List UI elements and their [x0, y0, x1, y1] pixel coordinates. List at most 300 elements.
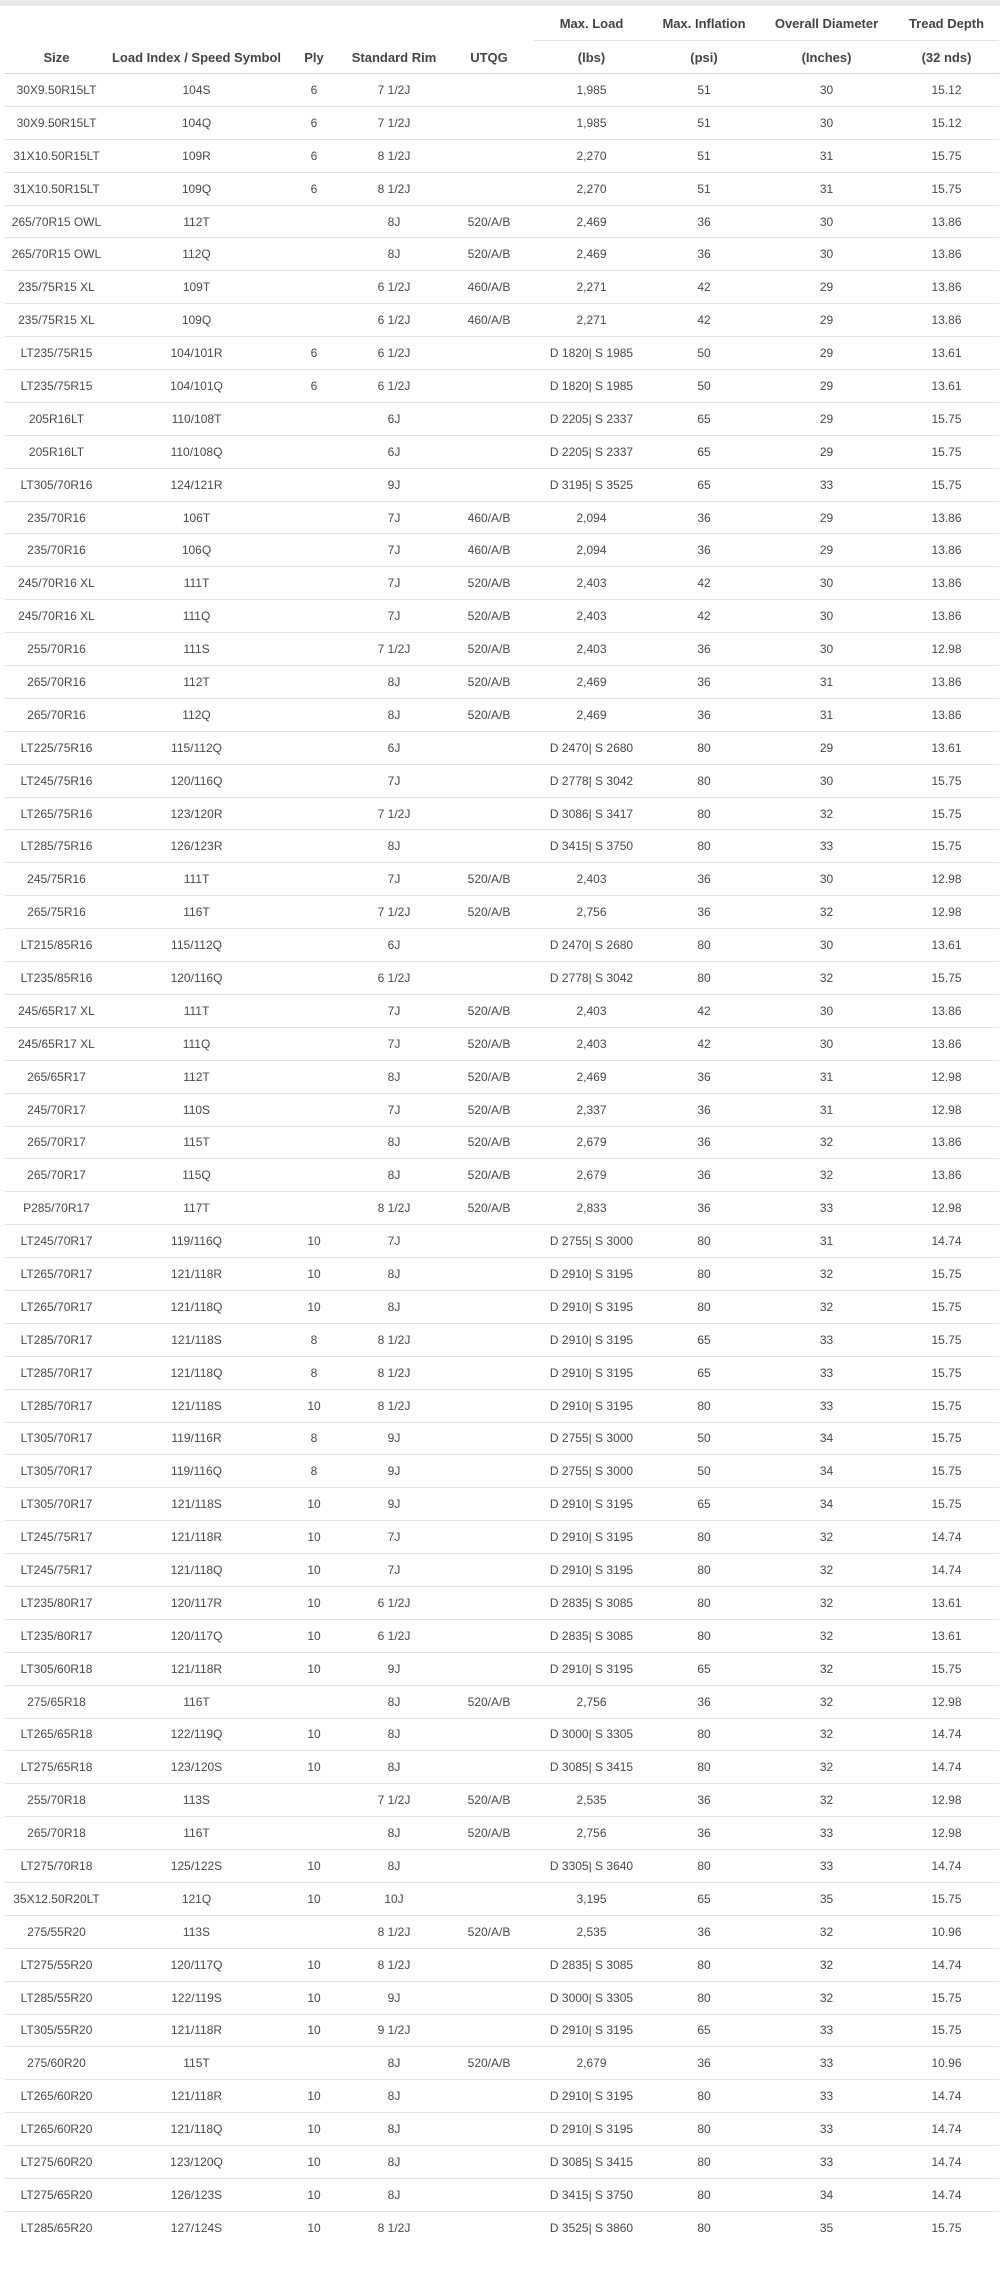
cell-utqg [444, 1718, 534, 1751]
cell-max-load: D 2910| S 3195 [534, 1488, 649, 1521]
cell-ply [284, 830, 344, 863]
cell-max-inflation: 36 [649, 2047, 759, 2080]
cell-tread-depth: 12.98 [894, 863, 999, 896]
cell-utqg [444, 1521, 534, 1554]
cell-utqg [444, 1488, 534, 1521]
cell-max-inflation: 80 [649, 1948, 759, 1981]
cell-utqg: 520/A/B [444, 1126, 534, 1159]
cell-max-load: 3,195 [534, 1882, 649, 1915]
cell-load-speed: 119/116Q [109, 1455, 284, 1488]
cell-load-speed: 121/118Q [109, 1356, 284, 1389]
cell-load-speed: 121/118R [109, 2014, 284, 2047]
cell-max-load: D 1820| S 1985 [534, 370, 649, 403]
cell-max-inflation: 80 [649, 1619, 759, 1652]
cell-load-speed: 109R [109, 139, 284, 172]
cell-max-load: D 2835| S 3085 [534, 1586, 649, 1619]
cell-overall-diameter: 33 [759, 2113, 894, 2146]
cell-standard-rim: 6 1/2J [344, 304, 444, 337]
cell-max-load: 2,679 [534, 1126, 649, 1159]
cell-tread-depth: 14.74 [894, 2146, 999, 2179]
cell-tread-depth: 13.86 [894, 238, 999, 271]
cell-ply [284, 698, 344, 731]
cell-utqg [444, 830, 534, 863]
header-overall-diameter-unit: (Inches) [759, 41, 894, 74]
cell-size: 255/70R16 [4, 633, 109, 666]
cell-size: LT215/85R16 [4, 929, 109, 962]
cell-ply: 6 [284, 74, 344, 107]
cell-load-speed: 121/118R [109, 1258, 284, 1291]
cell-size: 31X10.50R15LT [4, 172, 109, 205]
cell-utqg: 520/A/B [444, 1784, 534, 1817]
cell-max-inflation: 36 [649, 1093, 759, 1126]
cell-standard-rim: 8J [344, 698, 444, 731]
cell-load-speed: 121/118S [109, 1488, 284, 1521]
cell-max-load: D 2910| S 3195 [534, 1521, 649, 1554]
table-row [4, 666, 999, 699]
cell-ply: 8 [284, 1422, 344, 1455]
cell-overall-diameter: 34 [759, 2179, 894, 2212]
cell-size: LT285/75R16 [4, 830, 109, 863]
cell-standard-rim: 7 1/2J [344, 106, 444, 139]
cell-tread-depth: 15.75 [894, 139, 999, 172]
table-row [4, 1093, 999, 1126]
cell-standard-rim: 6J [344, 929, 444, 962]
cell-standard-rim: 8J [344, 1126, 444, 1159]
cell-overall-diameter: 30 [759, 74, 894, 107]
cell-standard-rim: 7J [344, 994, 444, 1027]
cell-load-speed: 115Q [109, 1159, 284, 1192]
cell-utqg [444, 2179, 534, 2212]
cell-max-inflation: 36 [649, 238, 759, 271]
cell-size: LT275/70R18 [4, 1850, 109, 1883]
cell-max-load: D 2205| S 2337 [534, 402, 649, 435]
cell-max-inflation: 80 [649, 2179, 759, 2212]
cell-max-load: 2,094 [534, 534, 649, 567]
header-tread-depth-unit: (32 nds) [894, 41, 999, 74]
cell-overall-diameter: 32 [759, 896, 894, 929]
cell-utqg [444, 106, 534, 139]
cell-load-speed: 119/116Q [109, 1225, 284, 1258]
cell-ply [284, 1784, 344, 1817]
cell-standard-rim: 9J [344, 1652, 444, 1685]
cell-max-inflation: 42 [649, 567, 759, 600]
cell-utqg: 520/A/B [444, 896, 534, 929]
cell-utqg: 520/A/B [444, 633, 534, 666]
cell-load-speed: 121/118R [109, 2080, 284, 2113]
cell-utqg [444, 1882, 534, 1915]
cell-ply [284, 797, 344, 830]
cell-tread-depth: 15.75 [894, 797, 999, 830]
cell-tread-depth: 15.12 [894, 106, 999, 139]
cell-size: 275/55R20 [4, 1915, 109, 1948]
cell-utqg [444, 370, 534, 403]
cell-utqg [444, 1356, 534, 1389]
cell-max-inflation: 42 [649, 1027, 759, 1060]
cell-utqg: 520/A/B [444, 666, 534, 699]
cell-max-inflation: 80 [649, 1850, 759, 1883]
cell-load-speed: 112Q [109, 238, 284, 271]
cell-max-inflation: 51 [649, 106, 759, 139]
cell-overall-diameter: 32 [759, 1685, 894, 1718]
table-row [4, 1751, 999, 1784]
cell-tread-depth: 14.74 [894, 1850, 999, 1883]
cell-load-speed: 110/108Q [109, 435, 284, 468]
cell-max-inflation: 36 [649, 1685, 759, 1718]
cell-max-inflation: 36 [649, 1915, 759, 1948]
cell-utqg [444, 2211, 534, 2243]
table-row [4, 2014, 999, 2047]
cell-size: LT285/70R17 [4, 1323, 109, 1356]
cell-tread-depth: 15.75 [894, 435, 999, 468]
cell-max-inflation: 65 [649, 402, 759, 435]
cell-standard-rim: 8 1/2J [344, 172, 444, 205]
cell-max-inflation: 80 [649, 2113, 759, 2146]
cell-tread-depth: 15.75 [894, 962, 999, 995]
cell-max-load: D 2910| S 3195 [534, 1554, 649, 1587]
cell-max-load: D 3525| S 3860 [549, 2220, 634, 2235]
cell-ply [284, 435, 344, 468]
table-row [4, 633, 999, 666]
cell-standard-rim: 8 1/2J [377, 2220, 411, 2235]
cell-tread-depth: 12.98 [894, 1060, 999, 1093]
cell-size: LT285/70R17 [4, 1356, 109, 1389]
table-row [4, 1981, 999, 2014]
cell-standard-rim: 9J [344, 468, 444, 501]
cell-max-load: D 2778| S 3042 [534, 962, 649, 995]
cell-ply [284, 1027, 344, 1060]
cell-utqg [444, 468, 534, 501]
cell-utqg: 520/A/B [444, 1915, 534, 1948]
cell-max-load: D 2910| S 3195 [534, 1356, 649, 1389]
cell-ply: 6 [284, 106, 344, 139]
table-row [4, 567, 999, 600]
table-row [4, 1948, 999, 1981]
cell-size: 235/70R16 [4, 501, 109, 534]
cell-max-load: D 3000| S 3305 [534, 1981, 649, 2014]
cell-max-load: D 3305| S 3640 [534, 1850, 649, 1883]
cell-tread-depth: 13.86 [894, 205, 999, 238]
cell-standard-rim: 8J [344, 205, 444, 238]
cell-load-speed: 122/119Q [109, 1718, 284, 1751]
cell-max-load: 1,985 [534, 74, 649, 107]
cell-max-load: 2,403 [534, 1027, 649, 1060]
cell-size: LT265/60R20 [4, 2113, 109, 2146]
cell-ply: 10 [284, 1948, 344, 1981]
table-row [4, 435, 999, 468]
cell-max-inflation: 50 [649, 370, 759, 403]
cell-overall-diameter: 30 [759, 994, 894, 1027]
cell-standard-rim: 8J [344, 666, 444, 699]
cell-utqg [444, 172, 534, 205]
cell-tread-depth: 15.75 [894, 402, 999, 435]
cell-tread-depth: 12.98 [894, 1685, 999, 1718]
cell-utqg [444, 1981, 534, 2014]
cell-ply [284, 1093, 344, 1126]
cell-standard-rim: 8J [344, 1290, 444, 1323]
cell-size: 35X12.50R20LT [4, 1882, 109, 1915]
cell-utqg: 520/A/B [444, 1817, 534, 1850]
cell-size: LT245/75R17 [4, 1521, 109, 1554]
cell-load-speed: 121/118Q [109, 2113, 284, 2146]
cell-standard-rim: 7J [344, 501, 444, 534]
cell-tread-depth: 15.75 [894, 1389, 999, 1422]
cell-max-inflation: 80 [649, 1751, 759, 1784]
cell-size: LT245/75R17 [4, 1554, 109, 1587]
cell-utqg [444, 74, 534, 107]
cell-max-load: D 2470| S 2680 [534, 929, 649, 962]
cell-max-inflation: 80 [649, 1389, 759, 1422]
cell-overall-diameter: 33 [759, 2014, 894, 2047]
cell-size: LT235/80R17 [4, 1619, 109, 1652]
cell-max-load: D 3195| S 3525 [534, 468, 649, 501]
cell-overall-diameter: 32 [759, 1915, 894, 1948]
cell-utqg [444, 337, 534, 370]
cell-overall-diameter: 32 [759, 1981, 894, 2014]
cell-overall-diameter: 32 [759, 1751, 894, 1784]
cell-ply: 10 [284, 2179, 344, 2212]
cell-tread-depth: 10.96 [894, 1915, 999, 1948]
cell-load-speed: 115/112Q [109, 731, 284, 764]
cell-ply: 10 [284, 1619, 344, 1652]
cell-ply: 8 [284, 1455, 344, 1488]
cell-tread-depth: 12.98 [894, 1192, 999, 1225]
cell-max-load: D 3000| S 3305 [534, 1718, 649, 1751]
cell-size: 31X10.50R15LT [4, 139, 109, 172]
cell-max-load: D 3415| S 3750 [534, 2179, 649, 2212]
cell-size: 265/70R17 [4, 1126, 109, 1159]
cell-ply: 10 [284, 1652, 344, 1685]
cell-overall-diameter: 33 [759, 1389, 894, 1422]
cell-standard-rim: 8J [344, 1850, 444, 1883]
cell-load-speed: 120/117R [109, 1586, 284, 1619]
cell-utqg [444, 929, 534, 962]
cell-tread-depth: 13.61 [894, 731, 999, 764]
cell-tread-depth: 14.74 [894, 1718, 999, 1751]
cell-overall-diameter: 31 [759, 172, 894, 205]
table-row [4, 896, 999, 929]
cell-max-inflation: 65 [649, 468, 759, 501]
cell-max-inflation: 51 [649, 172, 759, 205]
cell-ply [284, 205, 344, 238]
cell-ply [284, 764, 344, 797]
cell-max-inflation: 42 [649, 271, 759, 304]
cell-load-speed: 115T [109, 2047, 284, 2080]
cell-max-load: D 2835| S 3085 [534, 1619, 649, 1652]
cell-overall-diameter: 32 [759, 1290, 894, 1323]
cell-max-load: 2,403 [534, 567, 649, 600]
cell-utqg [444, 1652, 534, 1685]
cell-load-speed: 122/119S [109, 1981, 284, 2014]
cell-ply [284, 1817, 344, 1850]
cell-tread-depth: 15.75 [931, 2220, 962, 2235]
cell-tread-depth: 14.74 [894, 1225, 999, 1258]
cell-max-load: 1,985 [534, 106, 649, 139]
cell-utqg: 460/A/B [444, 271, 534, 304]
table-row [4, 1685, 999, 1718]
cell-max-inflation: 42 [649, 600, 759, 633]
cell-overall-diameter: 33 [759, 1817, 894, 1850]
cell-size: LT275/55R20 [4, 1948, 109, 1981]
cell-ply [284, 1126, 344, 1159]
cell-standard-rim: 7J [344, 567, 444, 600]
cell-max-load: D 2205| S 2337 [534, 435, 649, 468]
cell-load-speed: 119/116R [109, 1422, 284, 1455]
cell-standard-rim: 9 1/2J [344, 2014, 444, 2047]
cell-size: LT305/55R20 [4, 2014, 109, 2047]
cell-max-inflation: 80 [649, 731, 759, 764]
cell-ply: 10 [284, 1981, 344, 2014]
cell-max-inflation: 80 [649, 1290, 759, 1323]
cell-tread-depth: 15.75 [894, 830, 999, 863]
cell-max-load: D 2910| S 3195 [534, 1652, 649, 1685]
cell-tread-depth: 15.75 [894, 1488, 999, 1521]
cell-max-inflation: 80 [649, 1586, 759, 1619]
cell-standard-rim: 6J [344, 435, 444, 468]
cell-overall-diameter: 31 [759, 666, 894, 699]
cell-utqg [444, 797, 534, 830]
cell-standard-rim: 8J [344, 2146, 444, 2179]
cell-max-inflation: 51 [649, 74, 759, 107]
cell-max-load: 2,403 [534, 863, 649, 896]
cell-max-load: 2,833 [534, 1192, 649, 1225]
cell-ply: 10 [284, 1586, 344, 1619]
cell-max-inflation: 36 [649, 1060, 759, 1093]
cell-size: 275/60R20 [4, 2047, 109, 2080]
cell-tread-depth: 14.74 [894, 1554, 999, 1587]
cell-size: 235/75R15 XL [4, 271, 109, 304]
cell-max-inflation: 80 [649, 830, 759, 863]
cell-ply: 10 [284, 1521, 344, 1554]
table-row [4, 1060, 999, 1093]
cell-ply [284, 2047, 344, 2080]
cell-ply [284, 731, 344, 764]
table-row [4, 2179, 999, 2212]
cell-max-load: 2,469 [534, 698, 649, 731]
cell-max-load: 2,679 [534, 2047, 649, 2080]
cell-tread-depth: 15.75 [894, 1422, 999, 1455]
cell-standard-rim: 6 1/2J [344, 1586, 444, 1619]
cell-standard-rim: 8 1/2J [344, 1948, 444, 1981]
cell-max-load: 2,270 [534, 172, 649, 205]
cell-size: 235/75R15 XL [4, 304, 109, 337]
header-size: Size [4, 6, 109, 74]
cell-utqg: 520/A/B [444, 567, 534, 600]
cell-load-speed: 110/108T [109, 402, 284, 435]
cell-standard-rim: 6 1/2J [344, 1619, 444, 1652]
cell-tread-depth: 15.75 [894, 468, 999, 501]
cell-load-speed: 116T [109, 1817, 284, 1850]
cell-overall-diameter: 29 [759, 370, 894, 403]
cell-size: P285/70R17 [4, 1192, 109, 1225]
cell-max-inflation: 80 [649, 962, 759, 995]
cell-load-speed: 126/123R [109, 830, 284, 863]
cell-tread-depth: 12.98 [894, 633, 999, 666]
cell-utqg [444, 2080, 534, 2113]
cell-standard-rim: 7 1/2J [344, 797, 444, 830]
cell-overall-diameter: 32 [759, 797, 894, 830]
cell-overall-diameter: 31 [759, 139, 894, 172]
cell-ply: 6 [284, 337, 344, 370]
cell-ply [284, 896, 344, 929]
cell-load-speed: 111S [109, 633, 284, 666]
cell-max-inflation: 80 [649, 2080, 759, 2113]
cell-load-speed: 121/118S [109, 1389, 284, 1422]
table-row [4, 74, 999, 107]
cell-tread-depth: 12.98 [894, 1784, 999, 1817]
cell-standard-rim: 8J [344, 1685, 444, 1718]
cell-standard-rim: 8J [344, 830, 444, 863]
cell-load-speed: 115/112Q [109, 929, 284, 962]
cell-standard-rim: 8 1/2J [344, 1356, 444, 1389]
cell-overall-diameter: 29 [759, 501, 894, 534]
cell-utqg: 520/A/B [444, 1027, 534, 1060]
cell-standard-rim: 9J [344, 1981, 444, 2014]
table-row [4, 962, 999, 995]
table-row [4, 304, 999, 337]
table-row [4, 1488, 999, 1521]
table-row [4, 1619, 999, 1652]
cell-utqg [444, 731, 534, 764]
cell-max-load: 2,270 [534, 139, 649, 172]
cell-standard-rim: 10J [344, 1882, 444, 1915]
cell-size: 265/70R16 [4, 698, 109, 731]
cell-utqg [444, 435, 534, 468]
cell-utqg: 520/A/B [444, 863, 534, 896]
table-row [4, 764, 999, 797]
cell-ply [284, 962, 344, 995]
table-row [4, 2146, 999, 2179]
cell-standard-rim: 7 1/2J [344, 633, 444, 666]
cell-max-load: 2,094 [534, 501, 649, 534]
cell-standard-rim: 9J [344, 1455, 444, 1488]
cell-load-speed: 123/120S [109, 1751, 284, 1784]
table-row [4, 830, 999, 863]
cell-tread-depth: 12.98 [894, 1817, 999, 1850]
cell-max-inflation: 80 [649, 1981, 759, 2014]
cell-load-speed: 109Q [109, 172, 284, 205]
cell-standard-rim: 7J [344, 863, 444, 896]
cell-standard-rim: 8J [344, 1817, 444, 1850]
table-row [4, 468, 999, 501]
cell-overall-diameter: 32 [759, 1258, 894, 1291]
cell-overall-diameter: 29 [759, 402, 894, 435]
table-row [4, 2047, 999, 2080]
cell-ply [284, 468, 344, 501]
cell-size: LT285/55R20 [4, 1981, 109, 2014]
cell-max-load: D 3085| S 3415 [534, 2146, 649, 2179]
table-header [4, 6, 999, 74]
cell-size: LT275/60R20 [4, 2146, 109, 2179]
cell-ply [284, 271, 344, 304]
cell-tread-depth: 13.86 [894, 304, 999, 337]
cell-load-speed: 104/101R [109, 337, 284, 370]
cell-size: 235/70R16 [4, 534, 109, 567]
cell-max-load: 2,535 [534, 1915, 649, 1948]
cell-max-load: 2,679 [534, 1159, 649, 1192]
header-max-load-unit: (lbs) [534, 41, 649, 74]
cell-tread-depth: 13.86 [894, 534, 999, 567]
cell-overall-diameter: 30 [759, 600, 894, 633]
tire-spec-table-container [0, 6, 1000, 2244]
cell-utqg: 520/A/B [444, 238, 534, 271]
cell-utqg: 520/A/B [444, 2047, 534, 2080]
cell-overall-diameter: 29 [759, 337, 894, 370]
cell-ply: 10 [284, 1751, 344, 1784]
cell-utqg: 520/A/B [444, 698, 534, 731]
table-row [4, 1290, 999, 1323]
cell-size: 30X9.50R15LT [4, 74, 109, 107]
cell-max-inflation: 36 [649, 896, 759, 929]
